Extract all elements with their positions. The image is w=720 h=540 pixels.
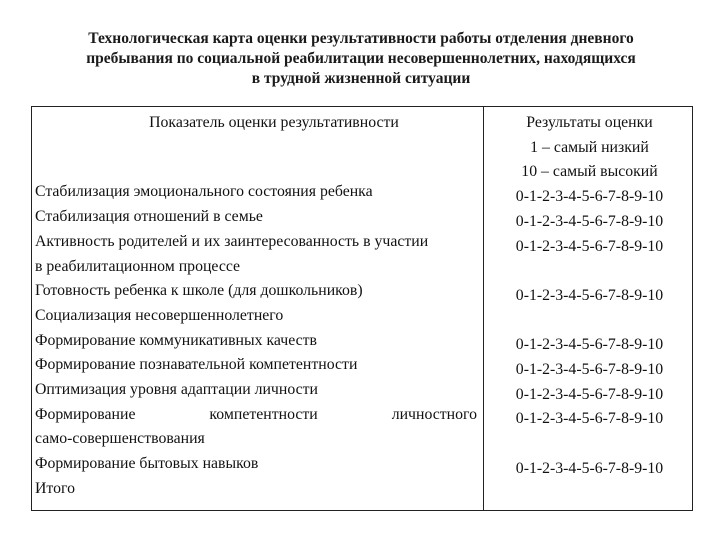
score-scale: 0-1-2-3-4-5-6-7-8-9-10	[515, 286, 664, 304]
document-title	[30, 29, 692, 89]
indicator-row: Итого	[35, 479, 75, 497]
indicator-word: личностного	[391, 405, 477, 423]
indicator-row: в реабилитационном процессе	[35, 257, 241, 275]
indicator-row: Формирование бытовых навыков	[35, 455, 259, 473]
title-line: в трудной жизненной ситуации	[251, 70, 471, 87]
results-column	[484, 107, 693, 511]
indicator-word: Формирование	[35, 405, 136, 423]
scale-low-note: 1 – самый низкий	[530, 138, 649, 156]
indicator-row: Стабилизация эмоционального состояния ребенка	[35, 183, 373, 201]
indicator-row: Стабилизация отношений в семье	[35, 208, 263, 226]
indicator-row: Готовность ребенка к школе (для дошкольников)	[35, 282, 363, 300]
title-line: пребывания по социальной реабилитации несовершеннолетних, находящихся	[86, 50, 636, 67]
score-scale: 0-1-2-3-4-5-6-7-8-9-10	[515, 336, 664, 354]
indicator-row: Оптимизация уровня адаптации личности	[35, 381, 318, 399]
scale-high-note: 10 – самый высокий	[521, 163, 658, 181]
indicator-word: компетентности	[209, 405, 318, 423]
results-header: Результаты оценки	[526, 114, 653, 131]
indicator-column	[32, 107, 484, 511]
indicator-header: Показатель оценки результативности	[149, 114, 399, 131]
score-scale: 0-1-2-3-4-5-6-7-8-9-10	[515, 385, 664, 403]
indicator-row: Активность родителей и их заинтересованность в участии	[35, 232, 429, 250]
score-scale: 0-1-2-3-4-5-6-7-8-9-10	[515, 237, 664, 255]
score-scale: 0-1-2-3-4-5-6-7-8-9-10	[515, 410, 664, 428]
score-scale: 0-1-2-3-4-5-6-7-8-9-10	[515, 459, 664, 477]
score-scale: 0-1-2-3-4-5-6-7-8-9-10	[515, 212, 664, 230]
score-scale: 0-1-2-3-4-5-6-7-8-9-10	[515, 361, 664, 378]
indicator-row: Формирование познавательной компетентности	[35, 356, 358, 374]
indicator-row	[35, 403, 483, 428]
title-line: Технологическая карта оценки результативности работы отделения дневного	[88, 30, 634, 47]
indicator-row: само-совершенствования	[35, 430, 205, 448]
indicator-row: Формирование коммуникативных качеств	[35, 331, 317, 349]
evaluation-table	[31, 106, 693, 511]
indicator-row: Социализация несовершеннолетнего	[35, 306, 284, 324]
score-scale: 0-1-2-3-4-5-6-7-8-9-10	[515, 188, 664, 206]
